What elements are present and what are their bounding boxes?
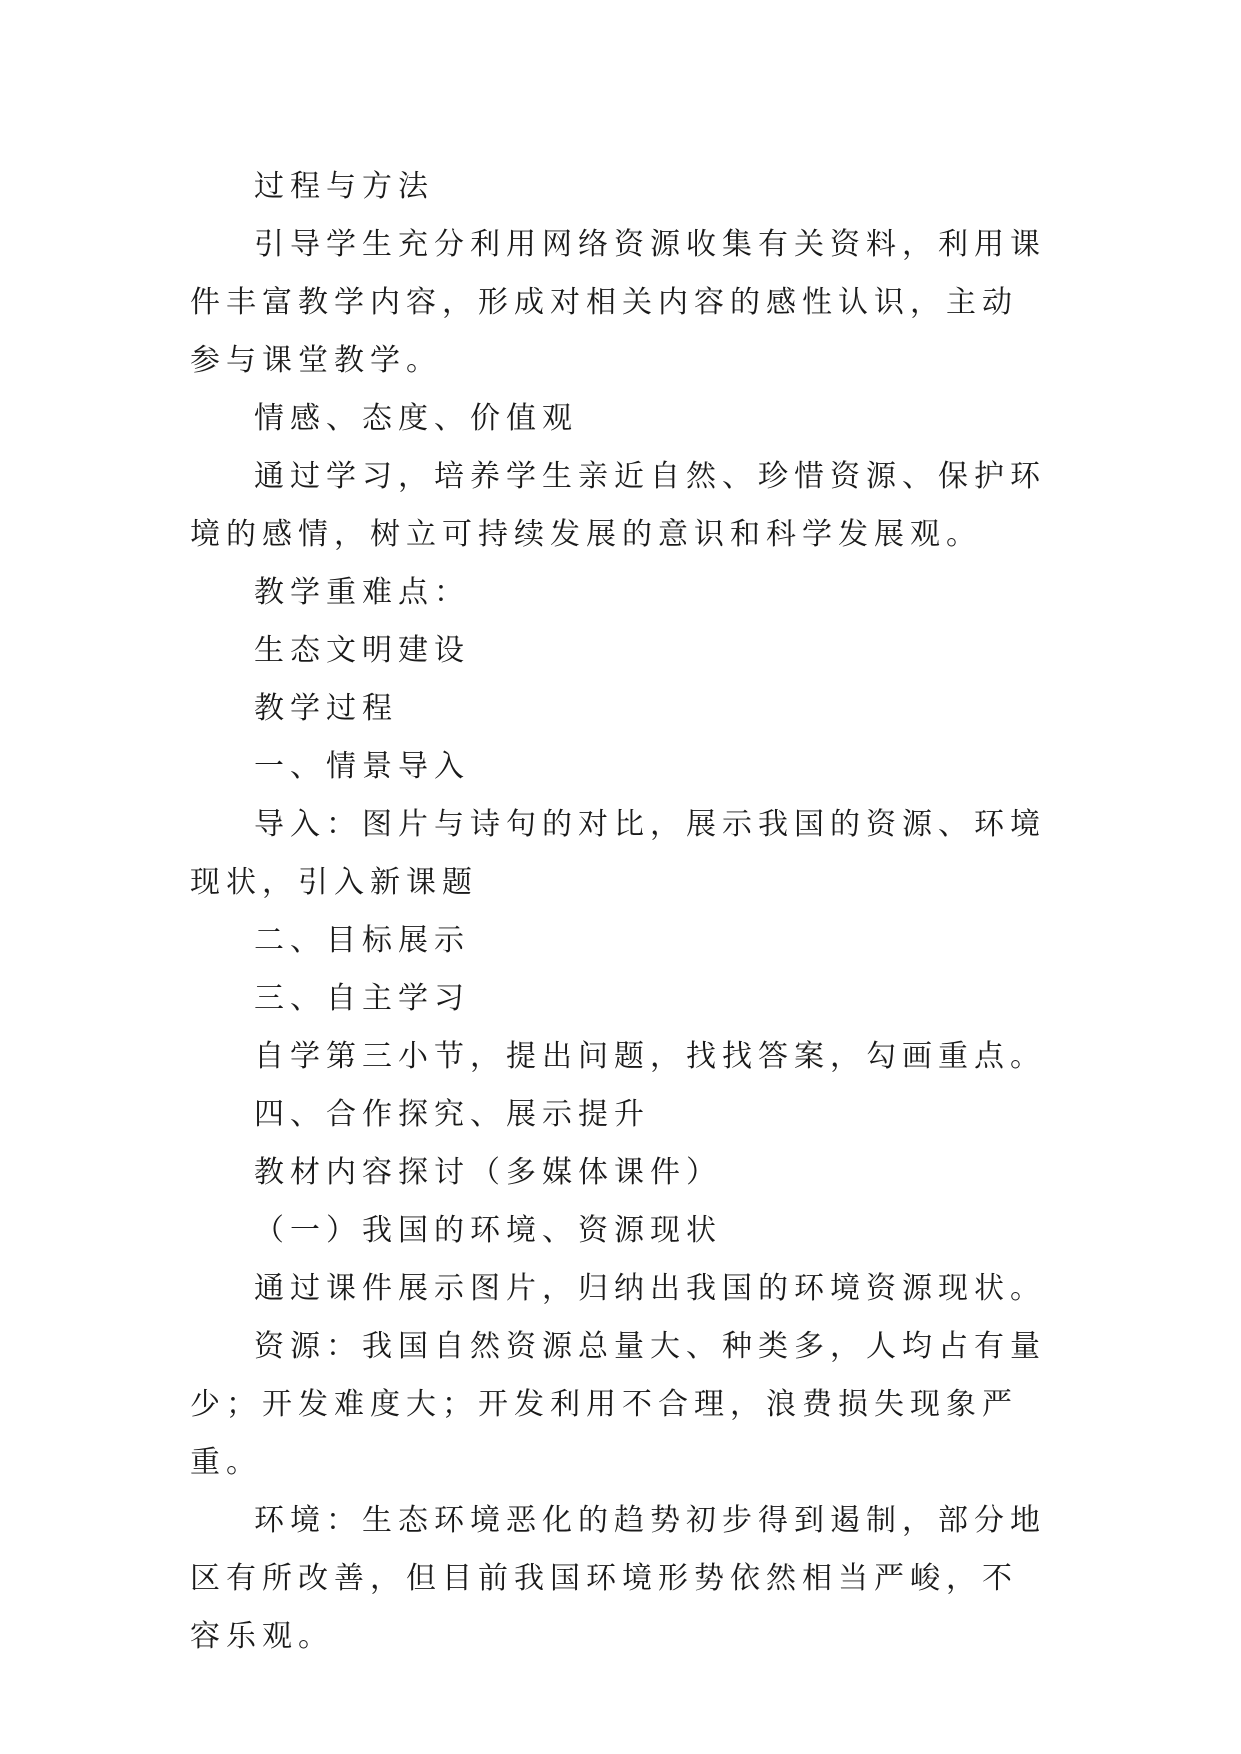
step-heading-introduction: 一、情景导入 [254,749,470,784]
step-heading-goals: 二、目标展示 [254,923,470,958]
paragraph-introduction: 导入：图片与诗句的对比，展示我国的资源、环境现状，引入新课题 [190,807,1046,900]
subheading-environment-status: （一）我国的环境、资源现状 [254,1213,722,1248]
paragraph-textbook-discussion: 教材内容探讨（多媒体课件） [254,1155,722,1190]
section-heading-teaching-process: 教学过程 [254,691,398,726]
section-heading-key-points: 教学重难点： [254,575,470,610]
section-heading-emotion-values: 情感、态度、价值观 [254,401,578,436]
paragraph-courseware: 通过课件展示图片，归纳出我国的环境资源现状。 [254,1271,1046,1306]
paragraph-environment: 环境：生态环境恶化的趋势初步得到遏制，部分地区有所改善，但目前我国环境形势依然相当严峻，不容乐观。 [190,1503,1046,1654]
paragraph-self-study: 自学第三小节，提出问题，找找答案，勾画重点。 [254,1039,1046,1074]
section-heading-process-method: 过程与方法 [254,169,434,204]
step-heading-self-study: 三、自主学习 [254,981,470,1016]
step-heading-cooperation: 四、合作探究、展示提升 [254,1097,650,1132]
paragraph-resources: 资源：我国自然资源总量大、种类多，人均占有量少；开发难度大；开发利用不合理，浪费损失现象严重。 [190,1329,1046,1480]
document-body [190,158,1050,1666]
paragraph-key-points: 生态文明建设 [254,633,470,668]
paragraph-emotion-values: 通过学习，培养学生亲近自然、珍惜资源、保护环境的感情，树立可持续发展的意识和科学发展观。 [190,459,1046,552]
paragraph-process-method: 引导学生充分利用网络资源收集有关资料，利用课件丰富教学内容，形成对相关内容的感性认识，主动参与课堂教学。 [190,227,1046,378]
